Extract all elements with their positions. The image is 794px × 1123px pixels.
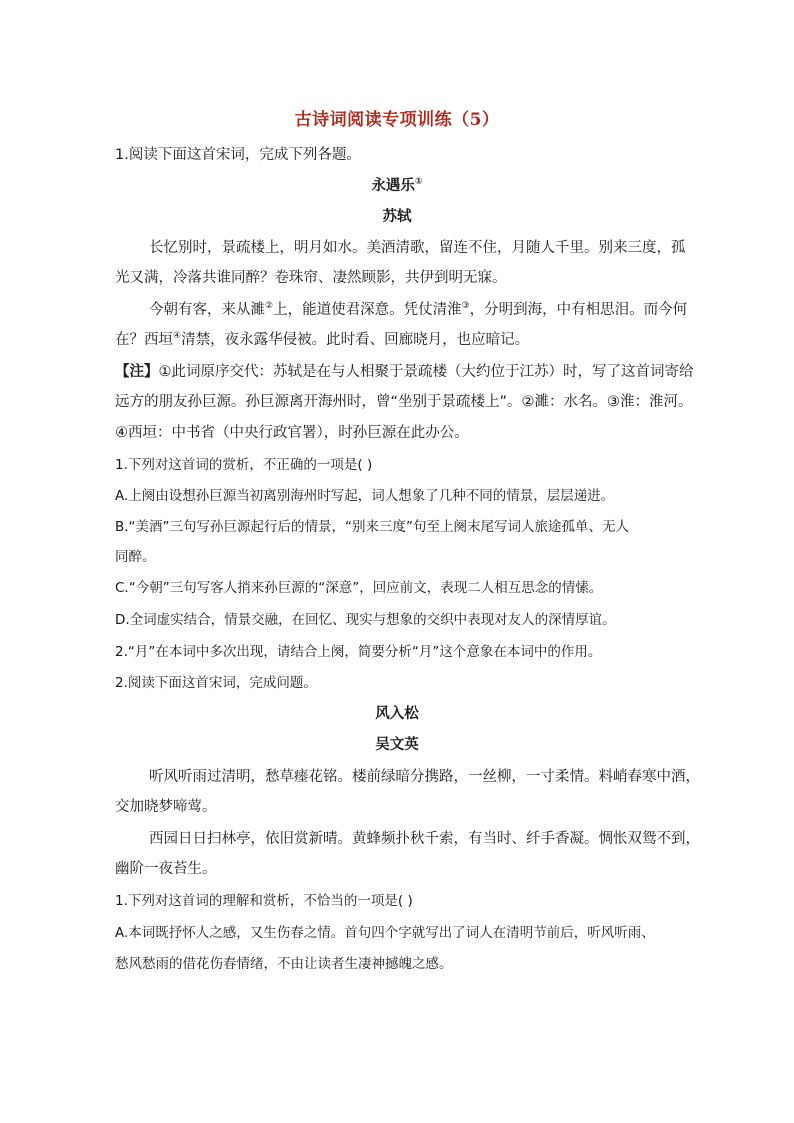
document-title: 古诗词阅读专项训练（5）	[294, 110, 500, 130]
option-b: B.“美酒”三句写孙巨源起行后的情景，“别来三度”句至上阕末尾写词人旅途孤单、无人	[115, 519, 630, 535]
poem-1-text: 在？西垣	[115, 332, 173, 348]
poem-1-title-note: ①	[414, 177, 423, 187]
poem-1-text: 清禁，夜永露华侵被。此时看、回廊晓月，也应暗记。	[181, 332, 530, 348]
poem-2-line: 听风听雨过清明，愁草瘗花铭。楼前绿暗分携路，一丝柳，一寸柔情。料峭春寒中酒，	[149, 769, 700, 785]
note-marker: ③	[461, 301, 470, 311]
poem-1-line	[115, 330, 685, 350]
option-a: A.本词既抒怀人之感，又生伤春之情。首句四个字就写出了词人在清明节前后，听风听雨、	[115, 925, 655, 941]
note-marker: ④	[173, 331, 182, 341]
question-1-intro: 1.阅读下面这首宋词，完成下列各题。	[115, 147, 361, 163]
poem-1-text: 今朝有客，来从濉	[149, 302, 265, 318]
poem-2-title: 风入松	[375, 706, 419, 722]
option-a: 愁风愁雨的借花伤春情绪，不由让读者生凄神撼魄之感。	[115, 956, 453, 972]
annotation-line	[115, 362, 694, 382]
poem-1-line: 光又满，冷落共谁同醉？卷珠帘、凄然顾影，共伊到明无寐。	[115, 270, 507, 286]
option-d: D.全词虚实结合，情景交融，在回忆、现实与想象的交织中表现对友人的深情厚谊。	[115, 612, 616, 628]
option-a: A.上阕由设想孙巨源当初离别海州时写起，词人想象了几种不同的情景，层层递进。	[115, 488, 615, 504]
poem-1-title-text: 永遇乐	[371, 178, 415, 194]
annotation-label: 【注】	[115, 364, 159, 380]
question-2-intro: 2.阅读下面这首宋词，完成问题。	[115, 675, 317, 691]
poem-1-line: 长忆别时，景疏楼上，明月如水。美酒清歌，留连不住，月随人千里。别来三度，孤	[149, 240, 686, 256]
question-2-1: 1.下列对这首词的理解和赏析，不恰当的一项是( )	[115, 893, 413, 909]
poem-2-line: 西园日日扫林亭，依旧赏新晴。黄蜂频扑秋千索，有当时、纤手香凝。惆怅双鸳不到，	[149, 831, 700, 847]
poem-1-title	[0, 176, 794, 196]
poem-2-author: 吴文英	[375, 737, 419, 753]
annotation-line: ④西垣：中书省（中央行政官署），时孙巨源在此办公。	[115, 425, 469, 441]
option-b: 同醉。	[115, 549, 156, 565]
poem-1-text: ，分明到海，中有相思泪。而今何	[469, 302, 688, 318]
question-1-2: 2.“月”在本词中多次出现，请结合上阕，简要分析“月”这个意象在本词中的作用。	[115, 644, 602, 660]
poem-2-line: 幽阶一夜苔生。	[115, 861, 217, 877]
poem-1-line	[149, 300, 689, 320]
annotation-text: ①此词原序交代：苏轼是在与人相聚于景疏楼（大约位于江苏）时，写了这首词寄给	[158, 364, 694, 380]
poem-1-text: 上，能道使君深意。凭仗清淮	[273, 302, 462, 318]
note-marker: ②	[265, 301, 274, 311]
poem-1-author: 苏轼	[382, 209, 412, 225]
option-c: C.“今朝”三句写客人捎来孙巨源的“深意”，回应前文，表现二人相互思念的情愫。	[115, 580, 603, 596]
annotation-line: 远方的朋友孙巨源。孙巨源离开海州时，曾“坐别于景疏楼上”。②濉：水名。③淮：淮河。	[115, 394, 693, 410]
question-1-1: 1.下列对这首词的赏析，不正确的一项是( )	[115, 457, 373, 473]
poem-2-line: 交加晓梦啼莺。	[115, 799, 217, 815]
